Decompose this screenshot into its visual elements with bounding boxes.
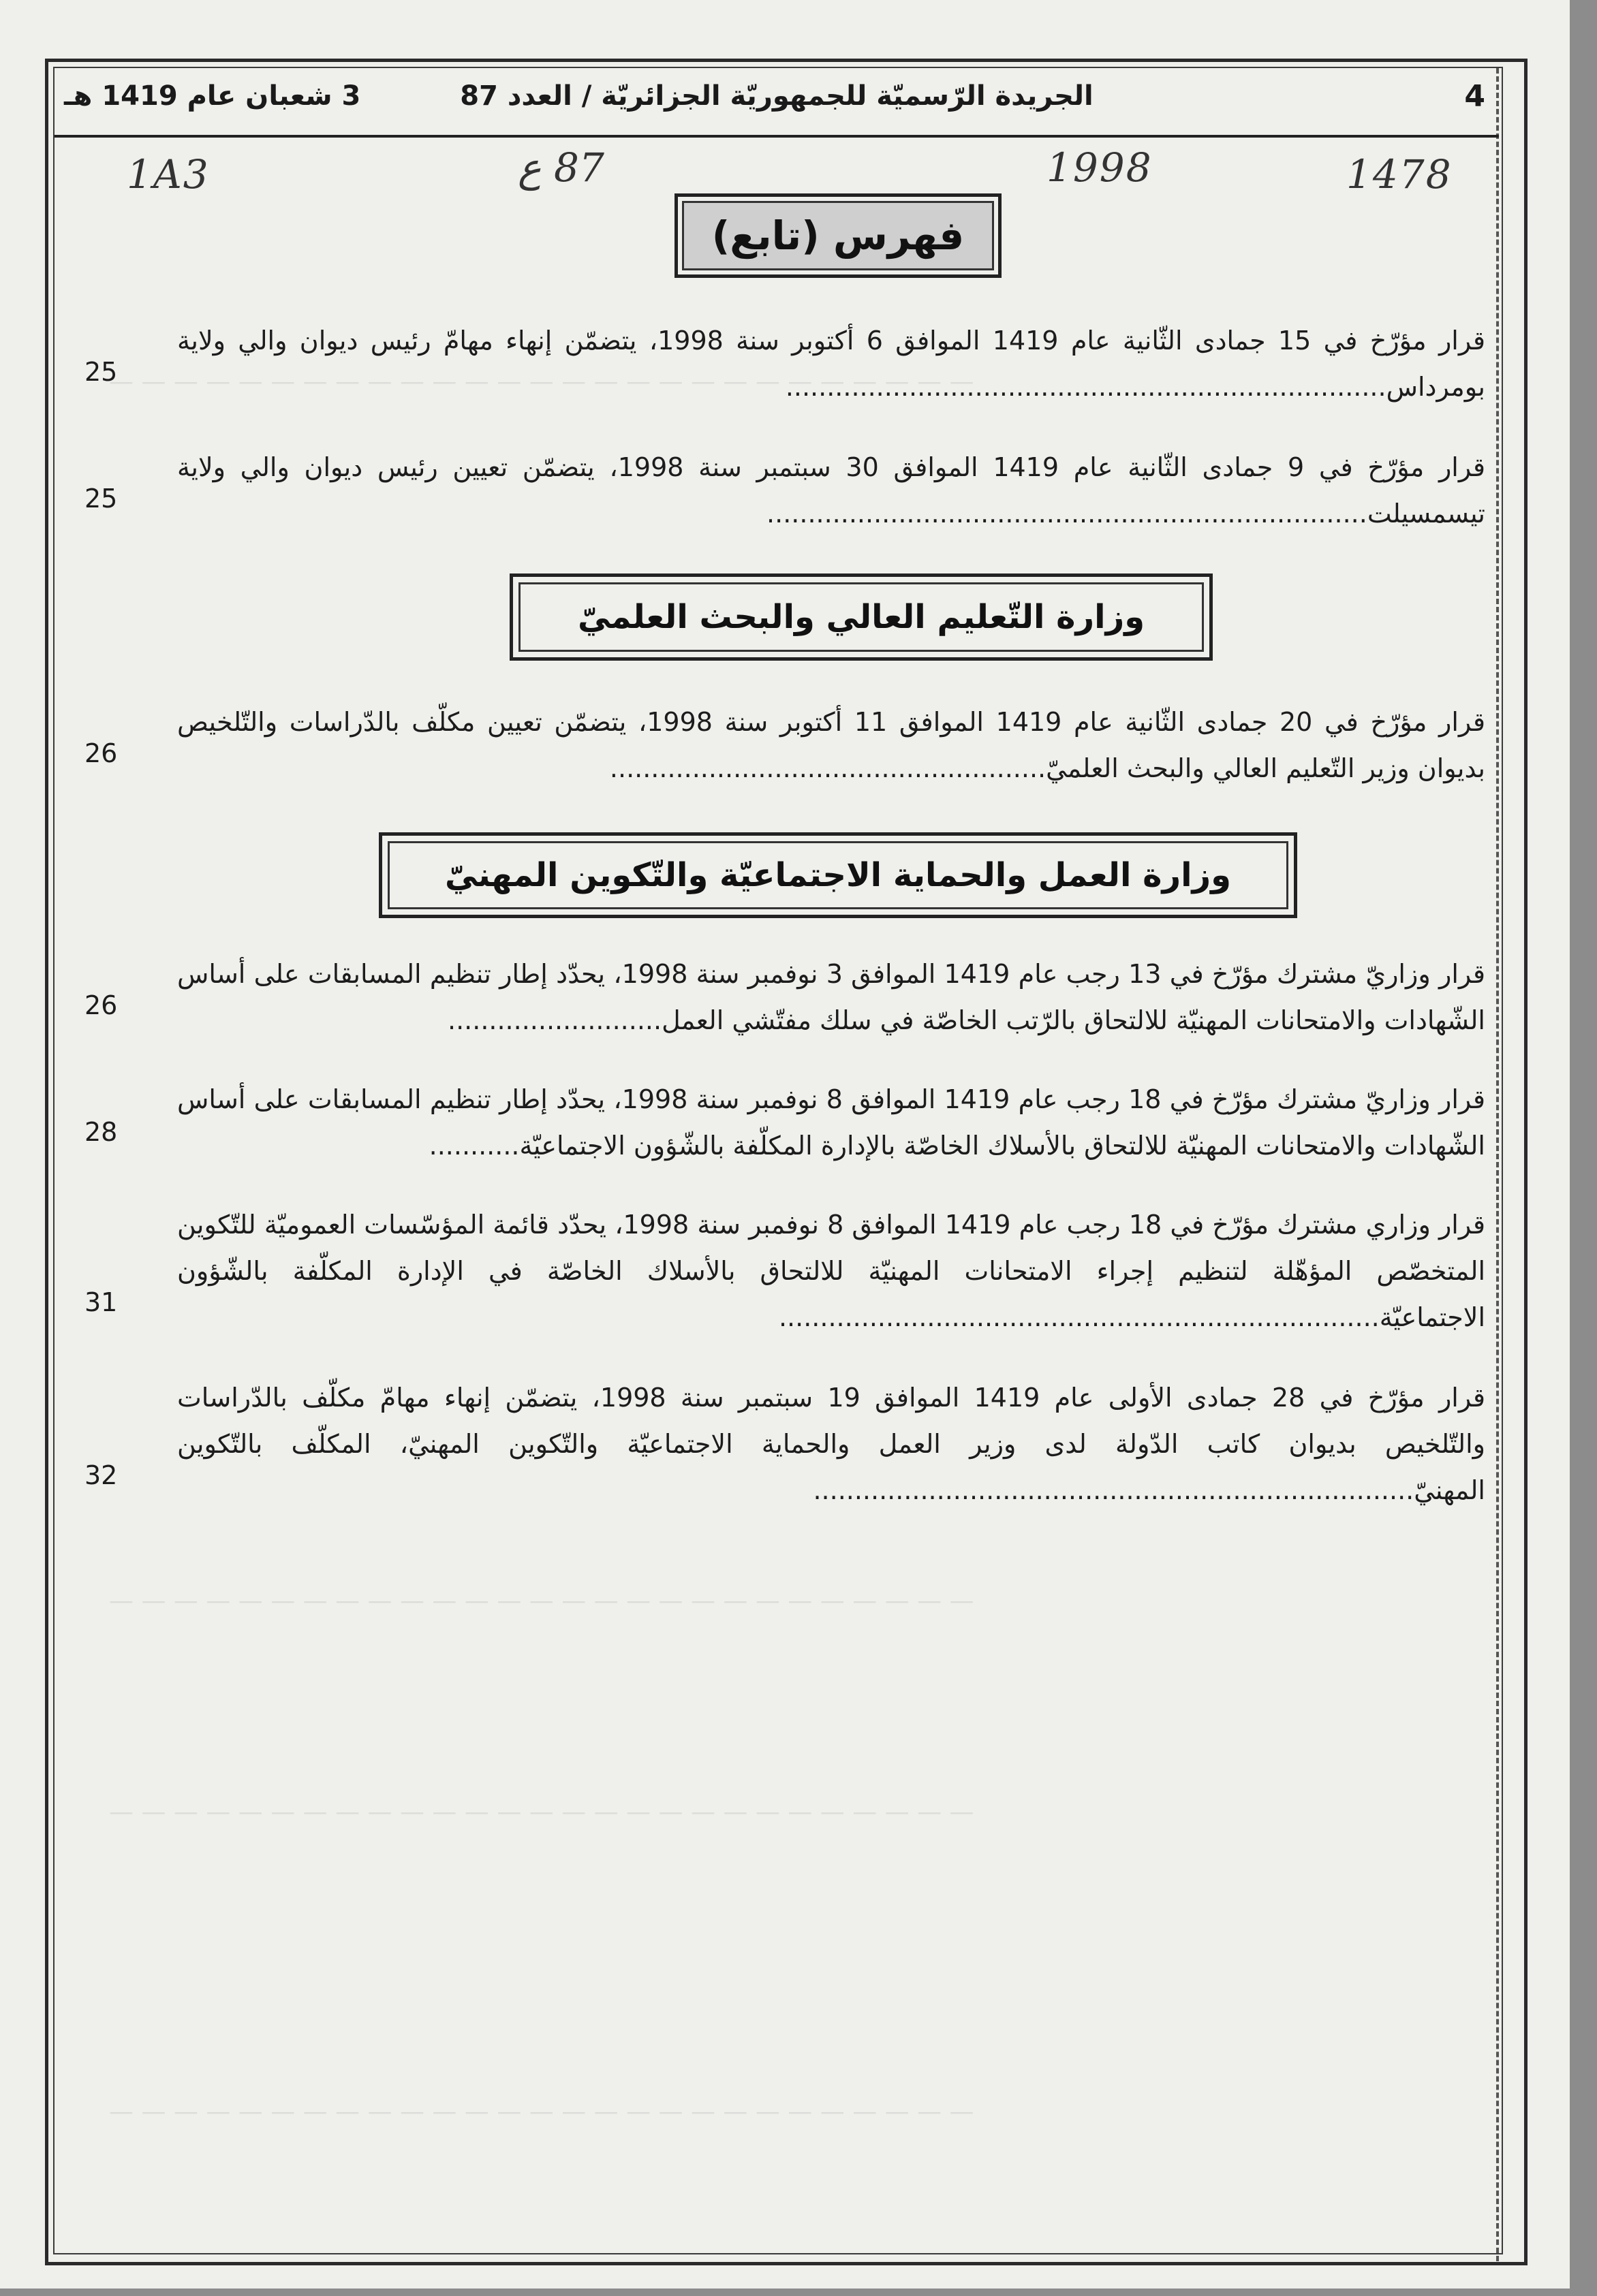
index-entry: قرار مؤرّخ في 20 جمادى الثّانية عام 1419 الموافق 11 أكتوبر سنة 1998، يتضمّن تعيين مكلّف بالدّراسات والتّلخيص بديوان وزير التّعليم العالي والبحث العلميّ.....................................................	[177, 707, 1486, 783]
entry-page-number: 25	[84, 357, 118, 387]
entry-page-number: 26	[84, 738, 118, 768]
handwritten-note-right: 1478	[1346, 151, 1453, 198]
journal-title: الجريدة الرّسميّة للجمهوريّة الجزائريّة / العدد 87	[460, 80, 1094, 112]
section-heading-box	[510, 573, 1213, 661]
dashed-margin-rule	[1496, 68, 1499, 2261]
entry-page-number: 26	[84, 990, 118, 1020]
entry-text: قرار مؤرّخ في 20 جمادى الثّانية عام 1419 الموافق 11 أكتوبر سنة 1998، يتضمّن تعيين مكلّف بالدّراسات والتّلخيص بديوان وزير التّعليم العالي والبحث العلميّ	[177, 707, 1486, 783]
entry-text: قرار مؤرّخ في 28 جمادى الأولى عام 1419 الموافق 19 سبتمبر سنة 1998، يتضمّن إنهاء مهامّ مكلّف بالدّراسات والتّلخيص بديوان كاتب الدّولة لدى وزير العمل والحماية الاجتماعيّة والتّكوين المهنيّ، المكلّف بالتّكوين المهنيّ	[177, 1383, 1485, 1505]
entry-page-number: 32	[84, 1460, 118, 1490]
handwritten-note-year: 1998	[1046, 144, 1153, 191]
section-heading: وزارة التّعليم العالي والبحث العلميّ	[577, 598, 1145, 636]
section-heading-box	[379, 832, 1297, 918]
index-entry: قرار وزاريّ مشترك مؤرّخ في 13 رجب عام 1419 الموافق 3 نوفمبر سنة 1998، يحدّد إطار تنظيم المسابقات على أساس الشّهادات والامتحانات المهنيّة للالتحاق بالرّتب الخاصّة في سلك مفتّشي العمل..........................	[177, 959, 1486, 1035]
index-entry: قرار مؤرّخ في 28 جمادى الأولى عام 1419 الموافق 19 سبتمبر سنة 1998، يتضمّن إنهاء مهامّ مكلّف بالدّراسات والتّلخيص بديوان كاتب الدّولة لدى وزير العمل والحماية الاجتماعيّة والتّكوين المهنيّ، المكلّف بالتّكوين المهنيّ.........................................................................	[177, 1383, 1485, 1505]
bleed-through: — — — — — — — — — — — — — — — — — — — — — — — — — — —	[109, 1587, 974, 1615]
index-entry: قرار مؤرّخ في 15 جمادى الثّانية عام 1419 الموافق 6 أكتوبر سنة 1998، يتضمّن إنهاء مهامّ رئيس ديوان والي ولاية بومرداس.........................................................................	[177, 326, 1485, 402]
issue-date: 3 شعبان عام 1419 هـ	[64, 80, 361, 112]
bleed-through: — — — — — — — — — — — — — — — — — — — — — — — — — — —	[109, 2098, 974, 2126]
page-number: 4	[1464, 79, 1485, 114]
handwritten-note-left: 1A3	[127, 151, 210, 198]
entry-page-number: 25	[84, 484, 118, 514]
index-title-box	[675, 193, 1002, 278]
entry-text: قرار وزاري مشترك مؤرّخ في 18 رجب عام 1419 الموافق 8 نوفمبر سنة 1998، يحدّد قائمة المؤسّسات العموميّة للتّكوين المتخصّص المؤهّلة لتنظيم إجراء الامتحانات المهنيّة للالتحاق بالأسلاك الخاصّة في الإدارة المكلّفة بالشّؤون الاجتماعيّة	[177, 1210, 1486, 1332]
bleed-through: — — — — — — — — — — — — — — — — — — — — — — — — — — —	[109, 368, 974, 396]
entry-text: قرار وزاريّ مشترك مؤرّخ في 13 رجب عام 1419 الموافق 3 نوفمبر سنة 1998، يحدّد إطار تنظيم المسابقات على أساس الشّهادات والامتحانات المهنيّة للالتحاق بالرّتب الخاصّة في سلك مفتّشي العمل	[177, 959, 1486, 1035]
bleed-through: — — — — — — — — — — — — — — — — — — — — — — — — — — —	[109, 1798, 974, 1826]
index-entry: قرار مؤرّخ في 9 جمادى الثّانية عام 1419 الموافق 30 سبتمبر سنة 1998، يتضمّن تعيين رئيس ديوان والي ولاية تيسمسيلت.........................................................................	[177, 452, 1485, 529]
index-title: فهرس (تابع)	[711, 213, 965, 259]
entry-page-number: 31	[84, 1287, 118, 1317]
entry-text: قرار مؤرّخ في 9 جمادى الثّانية عام 1419 الموافق 30 سبتمبر سنة 1998، يتضمّن تعيين رئيس ديوان والي ولاية تيسمسيلت	[177, 452, 1485, 529]
index-entry: قرار وزاريّ مشترك مؤرّخ في 18 رجب عام 1419 الموافق 8 نوفمبر سنة 1998، يحدّد إطار تنظيم المسابقات على أساس الشّهادات والامتحانات المهنيّة للالتحاق بالأسلاك الخاصّة بالإدارة المكلّفة بالشّؤون الاجتماعيّة...........	[177, 1084, 1486, 1161]
handwritten-note-center: 87 ع	[518, 144, 604, 191]
section-heading: وزارة العمل والحماية الاجتماعيّة والتّكوين المهنيّ	[445, 856, 1231, 894]
index-entry: قرار وزاري مشترك مؤرّخ في 18 رجب عام 1419 الموافق 8 نوفمبر سنة 1998، يحدّد قائمة المؤسّسات العموميّة للتّكوين المتخصّص المؤهّلة لتنظيم إجراء الامتحانات المهنيّة للالتحاق بالأسلاك الخاصّة في الإدارة المكلّفة بالشّؤون الاجتماعيّة.........................................................................	[177, 1210, 1486, 1332]
entry-text: قرار مؤرّخ في 15 جمادى الثّانية عام 1419 الموافق 6 أكتوبر سنة 1998، يتضمّن إنهاء مهامّ رئيس ديوان والي ولاية بومرداس	[177, 326, 1485, 402]
entry-page-number: 28	[84, 1117, 118, 1147]
page-header	[55, 69, 1499, 138]
entry-text: قرار وزاريّ مشترك مؤرّخ في 18 رجب عام 1419 الموافق 8 نوفمبر سنة 1998، يحدّد إطار تنظيم المسابقات على أساس الشّهادات والامتحانات المهنيّة للالتحاق بالأسلاك الخاصّة بالإدارة المكلّفة بالشّؤون الاجتماعيّة	[177, 1084, 1486, 1161]
